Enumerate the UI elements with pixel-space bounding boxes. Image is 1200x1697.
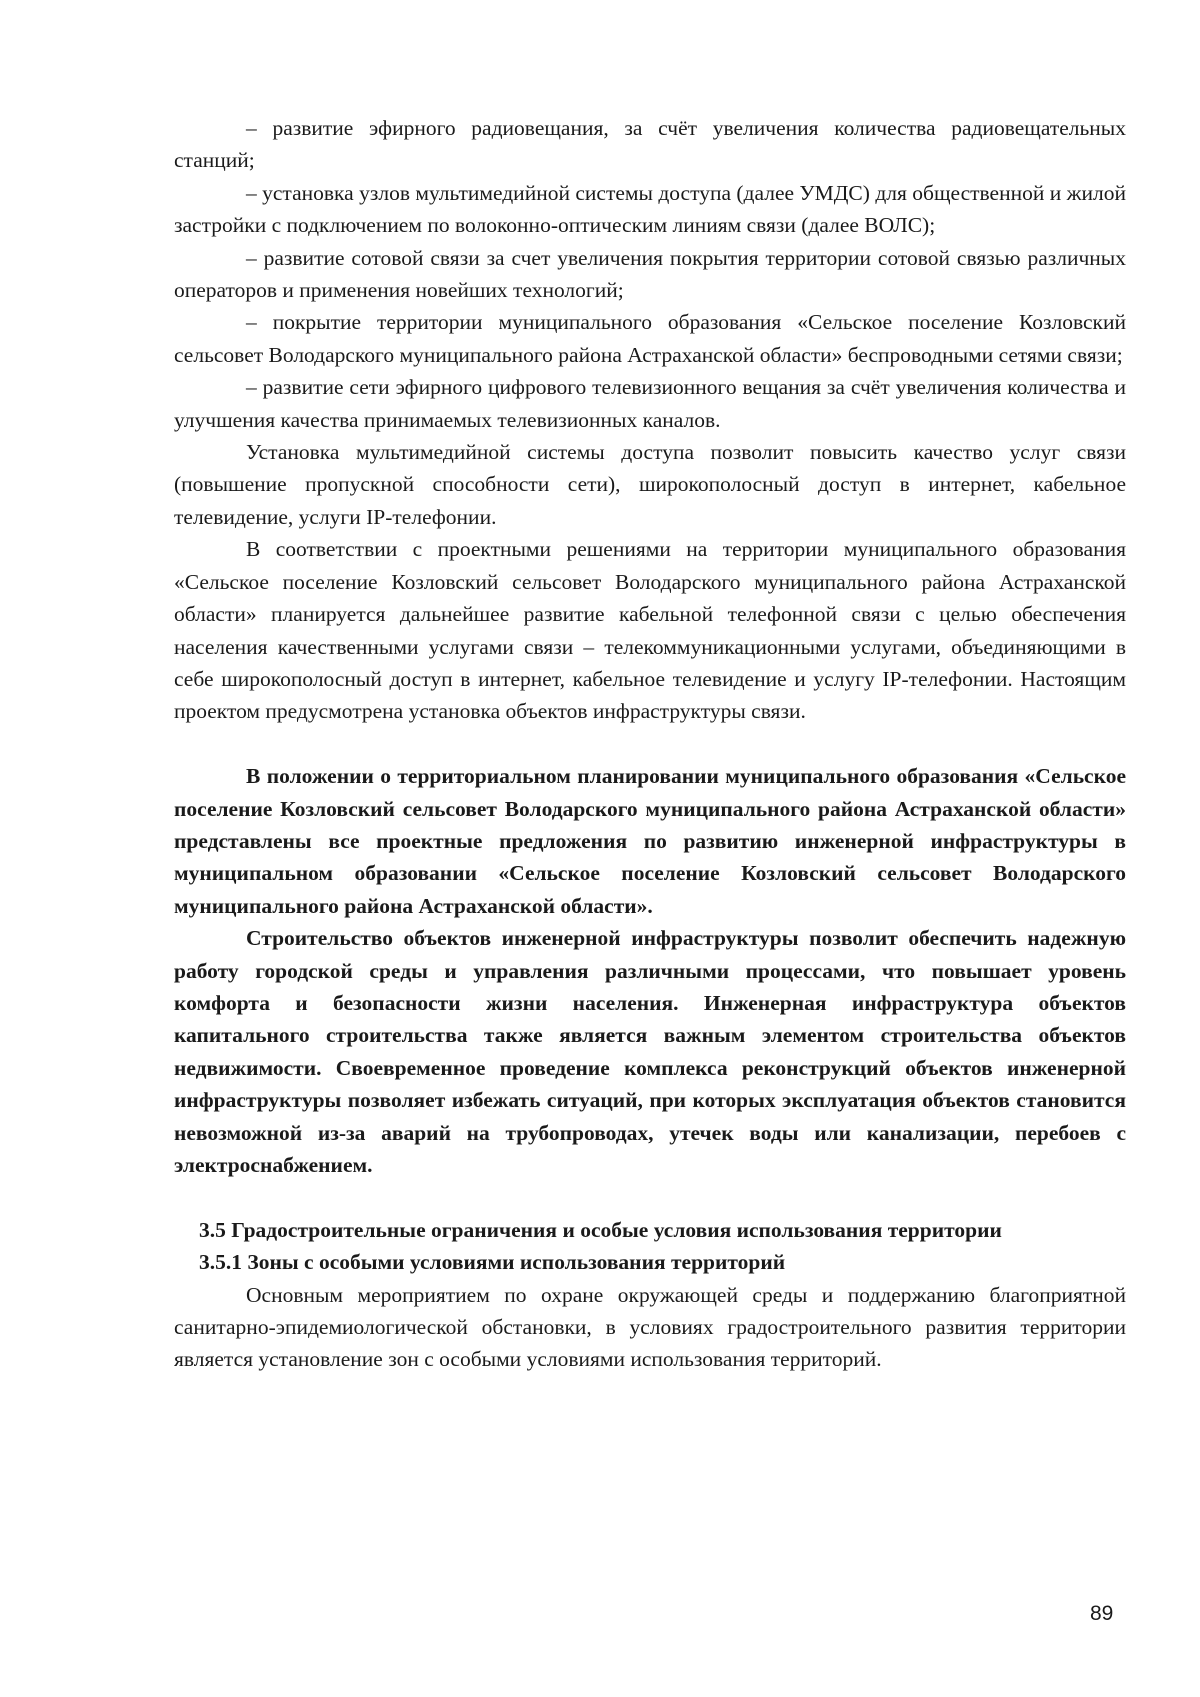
bullet-cellular-development: – развитие сотовой связи за счет увеличения покрытия территории сотовой связью различных операторов и применения новейших технологий; bbox=[174, 245, 1126, 303]
section-heading: 3.5 Градостроительные ограничения и особые условия использования территории bbox=[199, 1217, 1002, 1242]
bold-paragraph-engineering-infrastructure: Строительство объектов инженерной инфраструктуры позволит обеспечить надежную работу городской среды и управления различными процессами, что повышает уровень комфорта и безопасности жизни населения. Инженерная инфраструктура объектов капитального строительства также является важным элементом строительства объектов недвижимости. Своевременное проведение комплекса реконструкций объектов инженерной инфраструктуры позволяет избежать ситуаций, при которых эксплуатация объектов становится невозможной из-за аварий на трубопроводах, утечек воды или канализации, перебоев с электроснабжением. bbox=[174, 926, 1126, 1177]
bullet-wireless-coverage: – покрытие территории муниципального образования «Сельское поселение Козловский сельсовет Володарского муниципального района Астраханской области» беспроводными сетями связи; bbox=[174, 310, 1126, 367]
bold-paragraph-planning-provision: В положении о территориальном планировании муниципального образования «Сельское поселение Козловский сельсовет Володарского муниципального района Астраханской области» представлены все проектные предложения по развитию инженерной инфраструктуры в муниципальном образовании «Сельское поселение Козловский сельсовет Володарского муниципального района Астраханской области». bbox=[174, 764, 1126, 918]
paragraph-telephone-development: В соответствии с проектными решениями на территории муниципального образования «Сельское поселение Козловский сельсовет Володарского муниципального района Астраханской области» планируется дальнейшее развитие кабельной телефонной связи с целью обеспечения населения качественными услугами связи – телекоммуникационными услугами, объединяющими в себе широкополосный доступ в интернет, кабельное телевидение и услугу IP-телефонии. Настоящим проектом предусмотрена установка объектов инфраструктуры связи. bbox=[174, 537, 1126, 724]
bullet-umds-installation: – установка узлов мультимедийной системы доступа (далее УМДС) для общественной и жилой застройки с подключением по волоконно-оптическим линиям связи (далее ВОЛС); bbox=[174, 180, 1126, 238]
page-content bbox=[174, 112, 1126, 1376]
subsection-heading: 3.5.1 Зоны с особыми условиями использования территорий bbox=[199, 1250, 786, 1275]
spacer bbox=[174, 1181, 1126, 1213]
page-number: 89 bbox=[1090, 1602, 1114, 1625]
spacer bbox=[174, 728, 1126, 760]
bullet-digital-tv: – развитие сети эфирного цифрового телевизионного вещания за счёт увеличения количества и улучшения качества принимаемых телевизионных каналов. bbox=[174, 375, 1126, 432]
paragraph-umds-benefits: Установка мультимедийной системы доступа позволит повысить качество услуг связи (повышение пропускной способности сети), широкополосный доступ в интернет, кабельное телевидение, услуги IP-телефонии. bbox=[174, 440, 1126, 529]
bullet-radio-broadcasting: – развитие эфирного радиовещания, за счёт увеличения количества радиовещательных станций; bbox=[174, 116, 1126, 173]
paragraph-protection-zones: Основным мероприятием по охране окружающей среды и поддержанию благоприятной санитарно-эпидемиологической обстановки, в условиях градостроительного развития территории является установление зон с особыми условиями использования территорий. bbox=[174, 1282, 1126, 1372]
